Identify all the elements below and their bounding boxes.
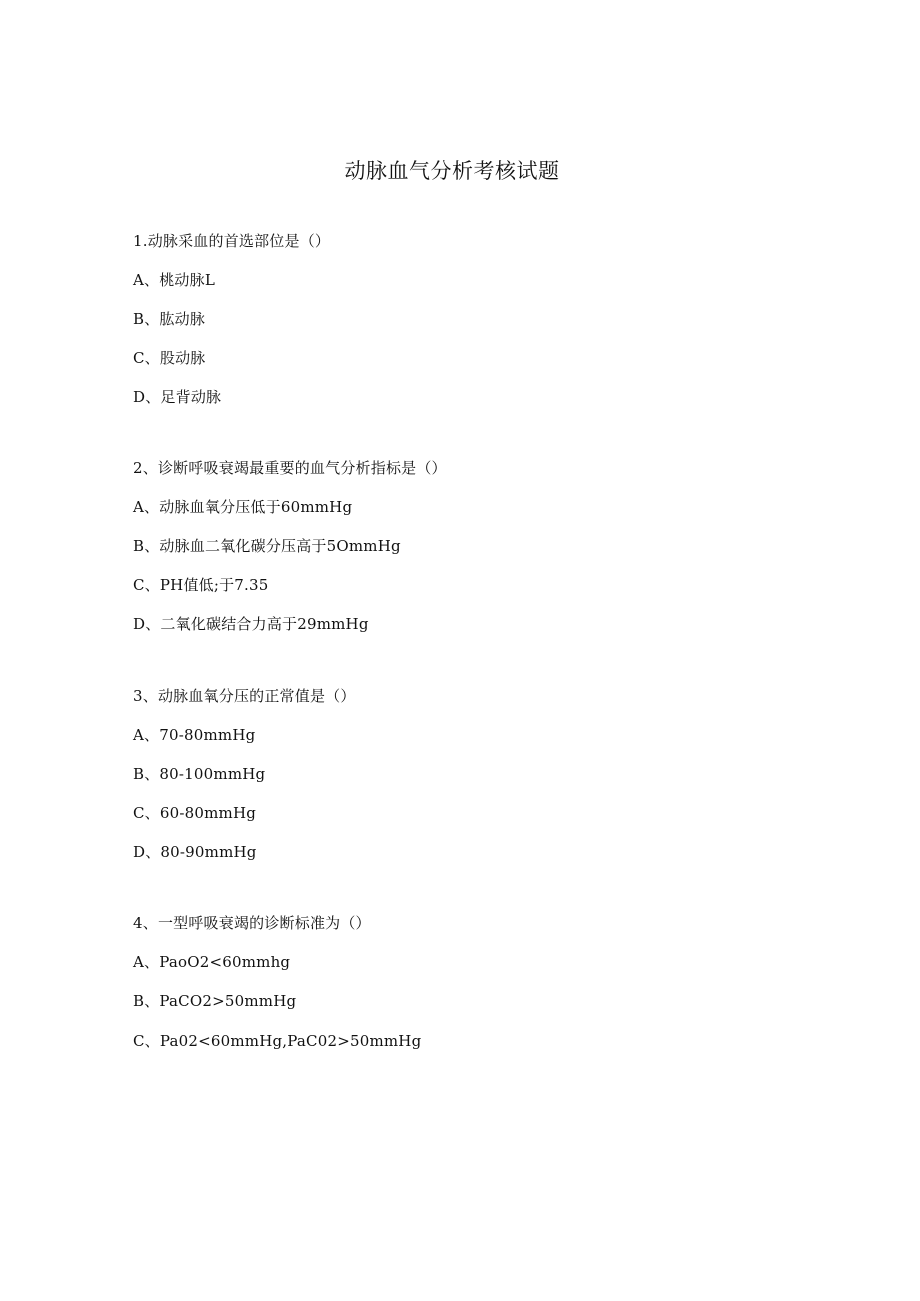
question-3-option-c: C、60-80mmHg <box>133 804 257 822</box>
question-3-option-b: B、80-100mmHg <box>133 765 266 783</box>
question-4-option-b: B、PaCO2>50mmHg <box>133 992 297 1010</box>
question-1-option-d: D、足背动脉 <box>133 388 222 406</box>
question-2-option-b: B、动脉血二氧化碳分压高于5OmmHg <box>133 537 401 555</box>
question-1-stem: 1.动脉采血的首选部位是（） <box>133 232 331 250</box>
question-3-option-a: A、70-80mmHg <box>133 726 256 744</box>
question-3-stem: 3、动脉血氧分压的正常值是（） <box>133 687 356 705</box>
question-1-option-c: C、股动脉 <box>133 349 206 367</box>
question-1-option-a: A、桃动脉L <box>133 271 215 289</box>
question-4-option-c: C、Pa02<60mmHg,PaC02>50mmHg <box>133 1032 422 1050</box>
question-4-option-a: A、PaoO2<60mmhg <box>133 953 291 971</box>
document-title: 动脉血气分析考核试题 <box>344 159 560 183</box>
question-1-option-b: B、肱动脉 <box>133 310 206 328</box>
question-2-option-d: D、二氧化碳结合力高于29mmHg <box>133 615 369 633</box>
question-4-stem: 4、一型呼吸衰竭的诊断标准为（） <box>133 914 371 932</box>
question-2-stem: 2、诊断呼吸衰竭最重要的血气分析指标是（） <box>133 459 447 477</box>
question-2-option-a: A、动脉血氧分压低于60mmHg <box>133 498 353 516</box>
question-2-option-c: C、PH值低;于7.35 <box>133 576 269 594</box>
question-3-option-d: D、80-90mmHg <box>133 843 257 861</box>
